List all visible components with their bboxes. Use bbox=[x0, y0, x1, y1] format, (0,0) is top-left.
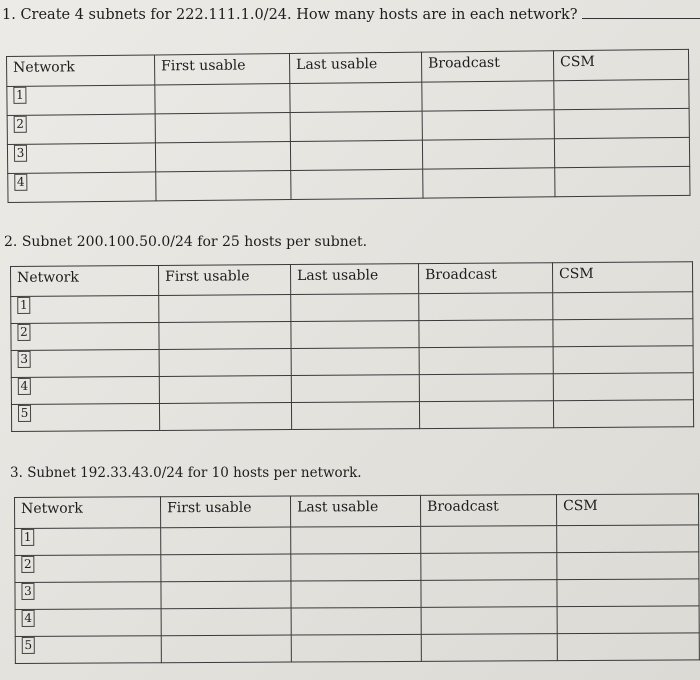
table-row bbox=[11, 400, 693, 432]
table-row bbox=[15, 606, 699, 637]
broadcast-cell[interactable] bbox=[422, 110, 554, 140]
col-header-last-usable: Last usable bbox=[290, 264, 418, 295]
row-number: 4 bbox=[18, 378, 31, 395]
question-3 bbox=[10, 465, 362, 481]
first-usable-cell[interactable] bbox=[159, 376, 291, 404]
csm-cell[interactable] bbox=[553, 319, 693, 347]
broadcast-cell[interactable] bbox=[419, 320, 553, 348]
first-usable-cell[interactable] bbox=[159, 403, 291, 431]
network-cell[interactable] bbox=[11, 322, 159, 350]
col-header-broadcast: Broadcast bbox=[420, 495, 556, 527]
col-header-last-usable: Last usable bbox=[289, 52, 421, 83]
last-usable-cell[interactable] bbox=[291, 553, 421, 581]
row-number: 3 bbox=[21, 583, 34, 600]
last-usable-cell[interactable] bbox=[291, 294, 419, 322]
last-usable-cell[interactable] bbox=[291, 634, 421, 662]
col-header-csm: CSM bbox=[553, 49, 688, 80]
row-number: 3 bbox=[18, 351, 31, 368]
col-header-network: Network bbox=[15, 497, 161, 529]
first-usable-cell[interactable] bbox=[155, 142, 290, 172]
csm-cell[interactable] bbox=[557, 606, 699, 634]
csm-cell[interactable] bbox=[555, 166, 690, 196]
network-cell[interactable] bbox=[7, 85, 155, 116]
csm-cell[interactable] bbox=[553, 346, 693, 374]
col-header-csm: CSM bbox=[556, 494, 698, 526]
broadcast-cell[interactable] bbox=[422, 81, 554, 111]
first-usable-cell[interactable] bbox=[161, 527, 291, 555]
first-usable-cell[interactable] bbox=[161, 581, 291, 609]
broadcast-cell[interactable] bbox=[421, 526, 557, 554]
question-2-number: 2. bbox=[4, 234, 18, 250]
row-number: 4 bbox=[22, 610, 35, 627]
broadcast-cell[interactable] bbox=[419, 374, 553, 402]
table-row bbox=[8, 166, 690, 202]
last-usable-cell[interactable] bbox=[291, 169, 423, 199]
network-cell[interactable] bbox=[15, 609, 161, 637]
question-3-number: 3. bbox=[10, 465, 23, 481]
row-number: 2 bbox=[21, 556, 34, 573]
network-cell[interactable] bbox=[15, 582, 161, 610]
broadcast-cell[interactable] bbox=[421, 553, 557, 581]
csm-cell[interactable] bbox=[554, 137, 689, 167]
broadcast-cell[interactable] bbox=[419, 401, 553, 429]
col-header-first-usable: First usable bbox=[158, 265, 290, 296]
subnet-table-2 bbox=[10, 261, 694, 432]
last-usable-cell[interactable] bbox=[291, 526, 421, 554]
last-usable-cell[interactable] bbox=[291, 375, 419, 403]
last-usable-cell[interactable] bbox=[291, 580, 421, 608]
col-header-csm: CSM bbox=[552, 262, 692, 293]
csm-cell[interactable] bbox=[557, 633, 699, 661]
broadcast-cell[interactable] bbox=[422, 139, 554, 169]
col-header-broadcast: Broadcast bbox=[418, 263, 552, 294]
network-cell[interactable] bbox=[11, 349, 159, 377]
network-cell[interactable] bbox=[7, 143, 155, 174]
csm-cell[interactable] bbox=[554, 79, 689, 109]
last-usable-cell[interactable] bbox=[290, 111, 422, 141]
row-number: 2 bbox=[17, 324, 30, 341]
last-usable-cell[interactable] bbox=[291, 348, 419, 376]
table-row bbox=[15, 579, 699, 610]
row-number: 3 bbox=[14, 145, 27, 162]
question-1 bbox=[2, 6, 700, 23]
broadcast-cell[interactable] bbox=[421, 634, 557, 662]
question-3-text: Subnet 192.33.43.0/24 for 10 hosts per network. bbox=[27, 465, 362, 481]
last-usable-cell[interactable] bbox=[291, 321, 419, 349]
row-number: 4 bbox=[14, 174, 27, 191]
col-header-network: Network bbox=[7, 55, 155, 87]
row-number: 5 bbox=[22, 637, 35, 654]
table-header-row bbox=[15, 494, 699, 529]
col-header-broadcast: Broadcast bbox=[421, 51, 553, 82]
first-usable-cell[interactable] bbox=[155, 113, 290, 143]
first-usable-cell[interactable] bbox=[159, 322, 291, 350]
last-usable-cell[interactable] bbox=[291, 402, 419, 430]
row-number: 1 bbox=[21, 529, 34, 546]
first-usable-cell[interactable] bbox=[161, 608, 291, 636]
network-cell[interactable] bbox=[11, 376, 159, 404]
csm-cell[interactable] bbox=[554, 108, 689, 138]
first-usable-cell[interactable] bbox=[155, 84, 290, 114]
first-usable-cell[interactable] bbox=[161, 554, 291, 582]
broadcast-cell[interactable] bbox=[419, 293, 553, 321]
subnet-table-1 bbox=[6, 49, 691, 203]
question-2-text: Subnet 200.100.50.0/24 for 25 hosts per subnet. bbox=[21, 234, 368, 250]
network-cell[interactable] bbox=[15, 555, 161, 583]
first-usable-cell[interactable] bbox=[159, 295, 291, 323]
first-usable-cell[interactable] bbox=[159, 349, 291, 377]
col-header-first-usable: First usable bbox=[154, 54, 289, 85]
csm-cell[interactable] bbox=[553, 292, 693, 320]
first-usable-cell[interactable] bbox=[161, 635, 291, 663]
row-number: 5 bbox=[18, 405, 31, 422]
col-header-first-usable: First usable bbox=[161, 496, 291, 528]
csm-cell[interactable] bbox=[557, 579, 699, 607]
last-usable-cell[interactable] bbox=[290, 82, 422, 112]
last-usable-cell[interactable] bbox=[291, 607, 421, 635]
col-header-network: Network bbox=[11, 265, 159, 296]
col-header-last-usable: Last usable bbox=[290, 495, 420, 527]
csm-cell[interactable] bbox=[557, 552, 699, 580]
network-cell[interactable] bbox=[11, 295, 159, 323]
subnet-table-3 bbox=[14, 493, 700, 664]
question-1-number: 1. bbox=[2, 7, 16, 23]
network-cell[interactable] bbox=[15, 528, 161, 556]
network-cell[interactable] bbox=[11, 403, 159, 431]
last-usable-cell[interactable] bbox=[290, 140, 422, 170]
broadcast-cell[interactable] bbox=[423, 168, 555, 198]
csm-cell[interactable] bbox=[553, 400, 693, 428]
question-1-text: Create 4 subnets for 222.111.1.0/24. How many hosts are in each network? bbox=[20, 7, 578, 23]
csm-cell[interactable] bbox=[553, 373, 693, 401]
table-row bbox=[15, 633, 699, 664]
table-header-row bbox=[11, 262, 693, 297]
row-number: 1 bbox=[17, 297, 30, 314]
broadcast-cell[interactable] bbox=[419, 347, 553, 375]
broadcast-cell[interactable] bbox=[421, 580, 557, 608]
csm-cell[interactable] bbox=[557, 525, 699, 553]
network-cell[interactable] bbox=[15, 636, 161, 664]
row-number: 2 bbox=[14, 116, 27, 133]
table-row bbox=[15, 552, 699, 583]
row-number: 1 bbox=[13, 87, 26, 104]
network-cell[interactable] bbox=[8, 172, 156, 203]
network-cell[interactable] bbox=[7, 114, 155, 145]
table-row bbox=[15, 525, 699, 556]
question-2 bbox=[4, 234, 367, 250]
first-usable-cell[interactable] bbox=[156, 171, 291, 201]
broadcast-cell[interactable] bbox=[421, 607, 557, 635]
answer-blank-line[interactable] bbox=[582, 6, 700, 19]
